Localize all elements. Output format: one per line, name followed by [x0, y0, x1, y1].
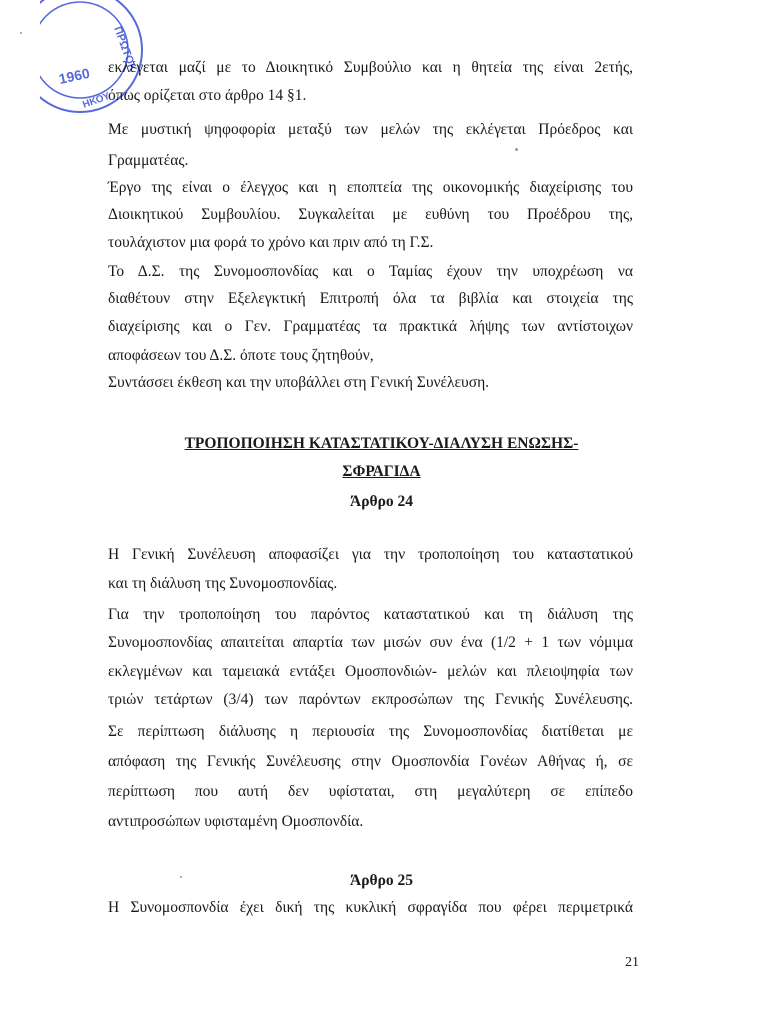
article-24-line: Για την τροποποίηση του παρόντος καταστατικού και τη διάλυση της	[108, 606, 633, 623]
article-24-line: τριών τετάρτων (3/4) των παρόντων εκπροσώπων της Γενικής Συνέλευσης.	[108, 691, 633, 708]
body-line: Έργο της είναι ο έλεγχος και η εποπτεία της οικονομικής διαχείρισης του	[108, 179, 633, 196]
body-line: Το Δ.Σ. της Συνομοσπονδίας και ο Ταμίας έχουν την υποχρέωση να	[108, 263, 633, 280]
article-24-line: αντιπροσώπων υφισταμένη Ομοσπονδία.	[108, 813, 364, 830]
body-line: διαθέτουν στην Εξελεγκτική Επιτροπή όλα τα βιβλία και στοιχεία της	[108, 290, 633, 307]
section-heading-line1: ΤΡΟΠΟΠΟΙΗΣΗ ΚΑΤΑΣΤΑΤΙΚΟΥ-ΔΙΑΛΥΣΗ ΕΝΩΣΗΣ-	[184, 435, 579, 452]
scan-speck	[20, 32, 22, 34]
article-24-line: Σε περίπτωση διάλυσης η περιουσία της Συνομοσπονδίας διατίθεται με	[108, 723, 633, 740]
article-24-line: Η Γενική Συνέλευση αποφασίζει για την τροποποίηση του καταστατικού	[108, 546, 633, 563]
article-24-line: απόφαση της Γενικής Συνέλευσης στην Ομοσπονδία Γονέων Αθήνας ή, σε	[108, 753, 633, 770]
article-24-line: και τη διάλυση της Συνομοσπονδίας.	[108, 575, 338, 592]
stamp-text-bottom: ΗΚΟΥ	[81, 90, 112, 111]
article-25-title: Άρθρο 25	[350, 872, 413, 889]
body-line: Με μυστική ψηφοφορία μεταξύ των μελών της εκλέγεται Πρόεδρος και	[108, 121, 633, 138]
article-24-line: Συνομοσπονδίας απαιτείται απαρτία των μισών συν ένα (1/2 + 1 των νόμιμα	[108, 634, 633, 651]
stamp-text-top: ΠΡΩΤΟΚ	[111, 24, 139, 74]
body-line: αποφάσεων του Δ.Σ. όποτε τους ζητηθούν,	[108, 347, 374, 364]
page-number: 21	[625, 955, 639, 970]
stamp-year: 1960	[57, 64, 92, 87]
article-24-line: περίπτωση που αυτή δεν υφίσταται, στη μεγαλύτερη σε επίπεδο	[108, 783, 633, 800]
body-line: Διοικητικού Συμβουλίου. Συγκαλείται με ευθύνη του Προέδρου της,	[108, 206, 633, 223]
body-line: Γραμματέας.	[108, 152, 189, 169]
section-heading-line2: ΣΦΡΑΓΙΔΑ	[342, 463, 421, 480]
article-24-title: Άρθρο 24	[350, 493, 413, 510]
article-24-line: εκλεγμένων και ταμειακά εντάξει Ομοσπονδιών- μελών και πλειοψηφία των	[108, 663, 633, 680]
body-line: Συντάσσει έκθεση και την υποβάλλει στη Γενική Συνέλευση.	[108, 374, 490, 391]
article-25-line: Η Συνομοσπονδία έχει δική της κυκλική σφραγίδα που φέρει περιμετρικά	[108, 899, 633, 916]
body-line: όπως ορίζεται στο άρθρο 14 §1.	[108, 87, 307, 104]
body-line: διαχείρισης και ο Γεν. Γραμματέας τα πρακτικά λήψης των αντίστοιχων	[108, 318, 633, 335]
body-line: εκλέγεται μαζί με το Διοικητικό Συμβούλιο και η θητεία της είναι 2ετής,	[108, 59, 633, 76]
body-line: τουλάχιστον μια φορά το χρόνο και πριν από τη Γ.Σ.	[108, 234, 434, 251]
